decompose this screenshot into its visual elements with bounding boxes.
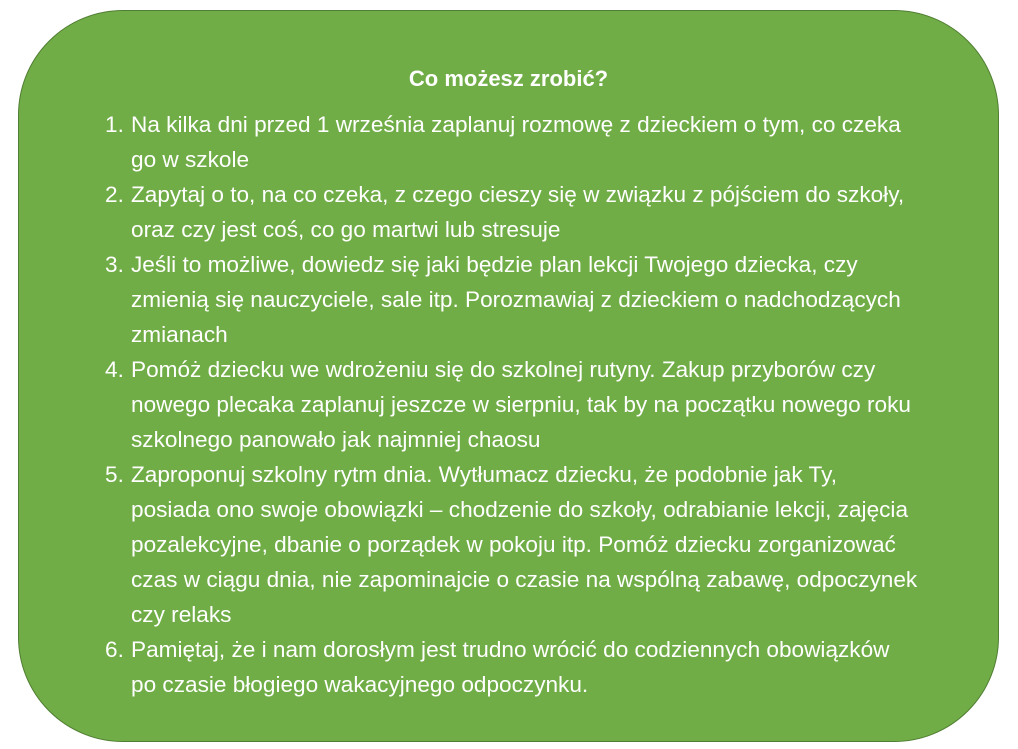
card-title: Co możesz zrobić? — [408, 66, 609, 91]
list-item-line: oraz czy jest coś, co go martwi lub stresuje — [131, 217, 561, 242]
list-item — [99, 457, 979, 632]
list-item — [99, 247, 979, 352]
list-item-line: go w szkole — [131, 147, 250, 172]
list-item-line: zmienią się nauczyciele, sale itp. Porozmawiaj z dzieckiem o nadchodzących — [131, 287, 901, 312]
list-item-line: po czasie błogiego wakacyjnego odpoczynku. — [131, 672, 589, 697]
list-item-number: 1. — [105, 112, 124, 137]
list-item-number: 2. — [105, 182, 124, 207]
list-item-line: Pamiętaj, że i nam dorosłym jest trudno wrócić do codziennych obowiązków — [131, 637, 890, 662]
list-item-line: czy relaks — [131, 602, 232, 627]
list-item — [99, 352, 979, 457]
list-item-line: posiada ono swoje obowiązki – chodzenie do szkoły, odrabianie lekcji, zajęcia — [131, 497, 909, 522]
tips-card — [18, 10, 999, 742]
tips-list — [99, 107, 979, 702]
list-item-line: Jeśli to możliwe, dowiedz się jaki będzie plan lekcji Twojego dziecka, czy — [131, 252, 858, 277]
list-item — [99, 632, 979, 702]
list-item-line: Pomóż dziecku we wdrożeniu się do szkolnej rutyny. Zakup przyborów czy — [131, 357, 876, 382]
list-item-line: zmianach — [131, 322, 228, 347]
list-item-number: 5. — [105, 462, 124, 487]
list-item-line: pozalekcyjne, dbanie o porządek w pokoju itp. Pomóż dziecku zorganizować — [131, 532, 896, 557]
list-item-number: 3. — [105, 252, 124, 277]
list-item-number: 6. — [105, 637, 124, 662]
list-item-line: nowego plecaka zaplanuj jeszcze w sierpniu, tak by na początku nowego roku — [131, 392, 911, 417]
list-item — [99, 177, 979, 247]
list-item — [99, 107, 979, 177]
list-item-line: czas w ciągu dnia, nie zapominajcie o czasie na wspólną zabawę, odpoczynek — [131, 567, 918, 592]
list-item-line: Na kilka dni przed 1 września zaplanuj rozmowę z dzieckiem o tym, co czeka — [131, 112, 901, 137]
list-item-line: Zapytaj o to, na co czeka, z czego cieszy się w związku z pójściem do szkoły, — [131, 182, 905, 207]
list-item-number: 4. — [105, 357, 124, 382]
list-item-line: Zaproponuj szkolny rytm dnia. Wytłumacz dziecku, że podobnie jak Ty, — [131, 462, 837, 487]
list-item-line: szkolnego panowało jak najmniej chaosu — [131, 427, 541, 452]
